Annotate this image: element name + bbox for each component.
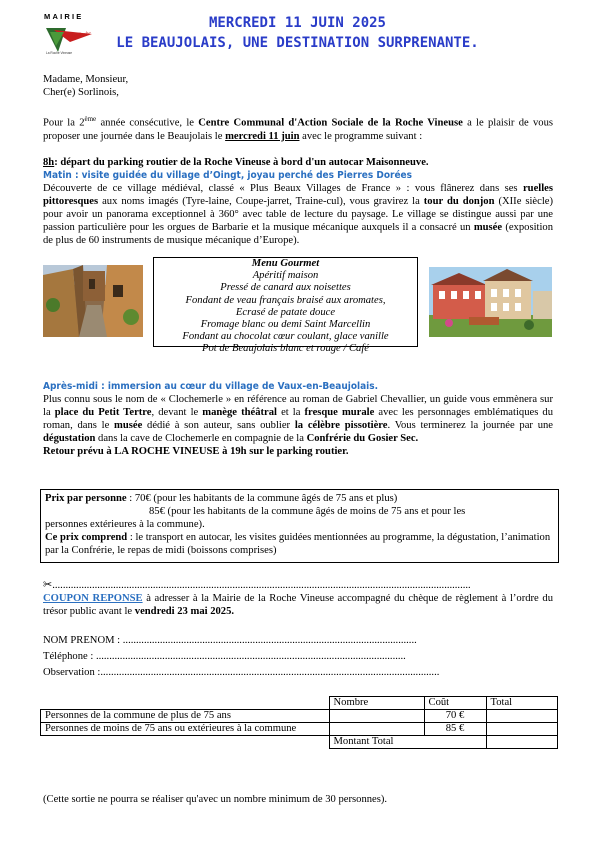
morning-text: aux noms imagés (Tyre-laine, Coupe-jarret, Traine-cul), vous gravirez la xyxy=(98,196,424,207)
price-box xyxy=(40,489,559,563)
gourmet-menu-box xyxy=(153,257,418,355)
phone-field[interactable] xyxy=(43,649,553,665)
table-header: Total xyxy=(486,697,557,710)
greeting-line-2: Cher(e) Sorlinois, xyxy=(43,87,119,98)
total-label: Montant Total xyxy=(329,736,424,749)
morning-text: (exposition de plus de 60 instruments de musique mécanique d’Europe). xyxy=(43,222,553,246)
footer-note: (Cette sortie ne pourra se réaliser qu'avec un nombre minimum de 30 personnes). xyxy=(43,794,388,805)
morning-text: Découverte de ce village médiéval, classé « Plus Beaux Villages de France » : vous flânerez dans ses xyxy=(43,183,523,194)
name-label: NOM PRENOM : xyxy=(43,635,123,646)
total-cell[interactable] xyxy=(486,710,557,723)
cut-line xyxy=(43,578,553,592)
menu-item: Pot de Beaujolais blanc et rouge / Café xyxy=(201,343,370,355)
intro-text: année consécutive, le xyxy=(96,117,199,129)
morning-bold: musée xyxy=(473,222,503,233)
coupon-instructions xyxy=(43,592,553,618)
phone-label: Téléphone : xyxy=(43,651,96,662)
morning-bold: tour du donjon xyxy=(423,196,495,207)
observation-label: Observation : xyxy=(43,667,101,678)
morning-heading: Matin : visite guidée du village d’Oingt, joyau perché des Pierres Dorées xyxy=(43,170,413,181)
price-line-1: : 70€ (pour les habitants de la commune âgés de 75 ans et plus) xyxy=(126,493,398,504)
oingt-village-photo xyxy=(43,265,143,337)
return-info: Retour prévu à LA ROCHE VINEUSE à 19h sur le parking routier. xyxy=(43,446,349,457)
table-row xyxy=(41,723,558,736)
afternoon-text: , devant le xyxy=(151,407,203,418)
morning-paragraph xyxy=(43,182,553,247)
row-label: Personnes de la commune de plus de 75 ans xyxy=(41,710,330,723)
intro-sup: ème xyxy=(84,115,97,123)
count-cell[interactable] xyxy=(329,710,424,723)
cost-cell: 70 € xyxy=(424,710,486,723)
afternoon-bold: la célèbre pissotière xyxy=(294,420,388,431)
afternoon-bold: place du Petit Tertre xyxy=(54,407,152,418)
cost-cell: 85 € xyxy=(424,723,486,736)
greeting xyxy=(43,73,553,99)
afternoon-bold: dégustation xyxy=(43,433,96,444)
departure-time: 8h xyxy=(43,157,55,168)
table-header-row xyxy=(41,697,558,710)
intro-text: Pour la 2 xyxy=(43,117,85,129)
total-cell[interactable] xyxy=(486,723,557,736)
menu-item: Ecrasé de patate douce xyxy=(235,306,336,318)
total-spacer xyxy=(424,736,486,749)
includes-label: Ce prix comprend xyxy=(45,532,128,543)
coupon-table xyxy=(40,696,558,749)
logo-text: MAIRIE xyxy=(44,12,84,21)
name-dots: ............................................................................................................... xyxy=(122,635,417,646)
morning-text: (XIIe siècle) pour avoir un panorama exceptionnel à 360° avec table de lecture du paysage. Le village se distingue aussi par une passion particulière pour les orgues de Barbarie et la musique mécanique auxquels il a consacré un xyxy=(43,196,553,233)
grand-total-cell[interactable] xyxy=(486,736,557,749)
price-line-3: personnes extérieures à la commune). xyxy=(45,519,205,530)
morning-bold: ruelles pittoresques xyxy=(43,183,553,207)
table-header: Coût xyxy=(424,697,486,710)
menu-title: Menu Gourmet xyxy=(251,258,320,269)
count-cell[interactable] xyxy=(329,723,424,736)
afternoon-heading: Après-midi : immersion au cœur du village de Vaux-en-Beaujolais. xyxy=(43,381,379,392)
afternoon-paragraph xyxy=(43,393,553,445)
intro-text: avec le programme suivant : xyxy=(299,130,423,142)
row-label: Personnes de moins de 75 ans ou extérieures à la commune xyxy=(41,723,330,736)
departure-line xyxy=(43,156,553,169)
menu-item: Fondant de veau français braisé aux aromates, xyxy=(185,294,386,306)
afternoon-text: et la xyxy=(276,407,305,418)
ccas-name: Centre Communal d'Action Sociale de la Roche Vineuse xyxy=(198,117,463,129)
menu-item: Fromage blanc ou demi Saint Marcellin xyxy=(200,319,371,331)
menu-item: Fondant au chocolat cœur coulant, glace vanille xyxy=(182,331,389,343)
afternoon-text: . Vous terminerez la journée par une xyxy=(387,420,553,431)
svg-text:La Roche: La Roche xyxy=(71,31,92,39)
table-header xyxy=(41,697,330,710)
table-header: Nombre xyxy=(329,697,424,710)
table-row xyxy=(41,710,558,723)
scissors-icon: ✂ xyxy=(43,578,53,591)
empty-cell xyxy=(41,736,330,749)
event-main-title: LE BEAUJOLAIS, UNE DESTINATION SURPRENANTE. xyxy=(116,35,479,51)
observation-dots: ................................................................................................................................ xyxy=(100,667,440,678)
event-date-title: MERCREDI 11 JUIN 2025 xyxy=(208,15,386,31)
intro-text: a le plaisir de vous proposer une journée dans le Beaujolais le xyxy=(43,117,553,142)
coupon-form xyxy=(43,633,553,681)
name-field[interactable] xyxy=(43,633,553,649)
coupon-deadline: vendredi 23 mai 2025. xyxy=(134,606,235,617)
table-total-row xyxy=(41,736,558,749)
greeting-line-1: Madame, Monsieur, xyxy=(43,74,129,85)
phone-dots: ..................................................................................................................... xyxy=(95,651,406,662)
departure-text: : départ du parking routier de la Roche Vineuse à bord d'un autocar Maisonneuve. xyxy=(54,157,429,168)
afternoon-text: dédié à son auteur, sans oublier xyxy=(142,420,295,431)
morning-section xyxy=(43,169,553,247)
afternoon-bold: musée xyxy=(114,420,143,431)
afternoon-text: dans la cave de Clochemerle en compagnie de la xyxy=(95,433,307,444)
afternoon-bold: fresque murale xyxy=(304,407,375,418)
price-line-2: 85€ (pour les habitants de la commune âgés de moins de 75 ans et pour les xyxy=(149,506,466,517)
afternoon-text: Plus connu sous le nom de « Clochemerle » en référence au roman de Gabriel Chevallier, un guide vous emmènera sur la xyxy=(43,394,553,418)
clochemerle-building-photo xyxy=(429,267,552,337)
includes-text: : le transport en autocar, les visites guidées mentionnées au programme, la dégustation, l’animation par la Confrérie, le repas de midi (boissons comprises) xyxy=(45,532,551,556)
afternoon-section xyxy=(43,380,553,458)
intro-date: mercredi 11 juin xyxy=(225,130,300,142)
cut-dotted-line: .............................................................................................................................................................. xyxy=(52,580,471,591)
afternoon-bold: manège théâtral xyxy=(202,407,277,418)
price-label: Prix par personne xyxy=(45,493,127,504)
logo-tagline: La Roche Vineuse xyxy=(46,51,72,55)
coupon-text: à adresser à la Mairie de la Roche Vineuse accompagné du chèque de règlement à l’ordre du trésor public avant le xyxy=(43,593,553,617)
intro-paragraph xyxy=(43,113,553,143)
observation-field[interactable] xyxy=(43,665,553,681)
afternoon-text: avec les personnages emblématiques du roman, dans le xyxy=(43,407,553,431)
menu-item: Apéritif maison xyxy=(252,270,319,282)
menu-item: Pressé de canard aux noisettes xyxy=(220,282,351,294)
afternoon-bold: Confrérie du Gosier Sec. xyxy=(306,433,419,444)
coupon-label: COUPON REPONSE xyxy=(43,593,143,604)
